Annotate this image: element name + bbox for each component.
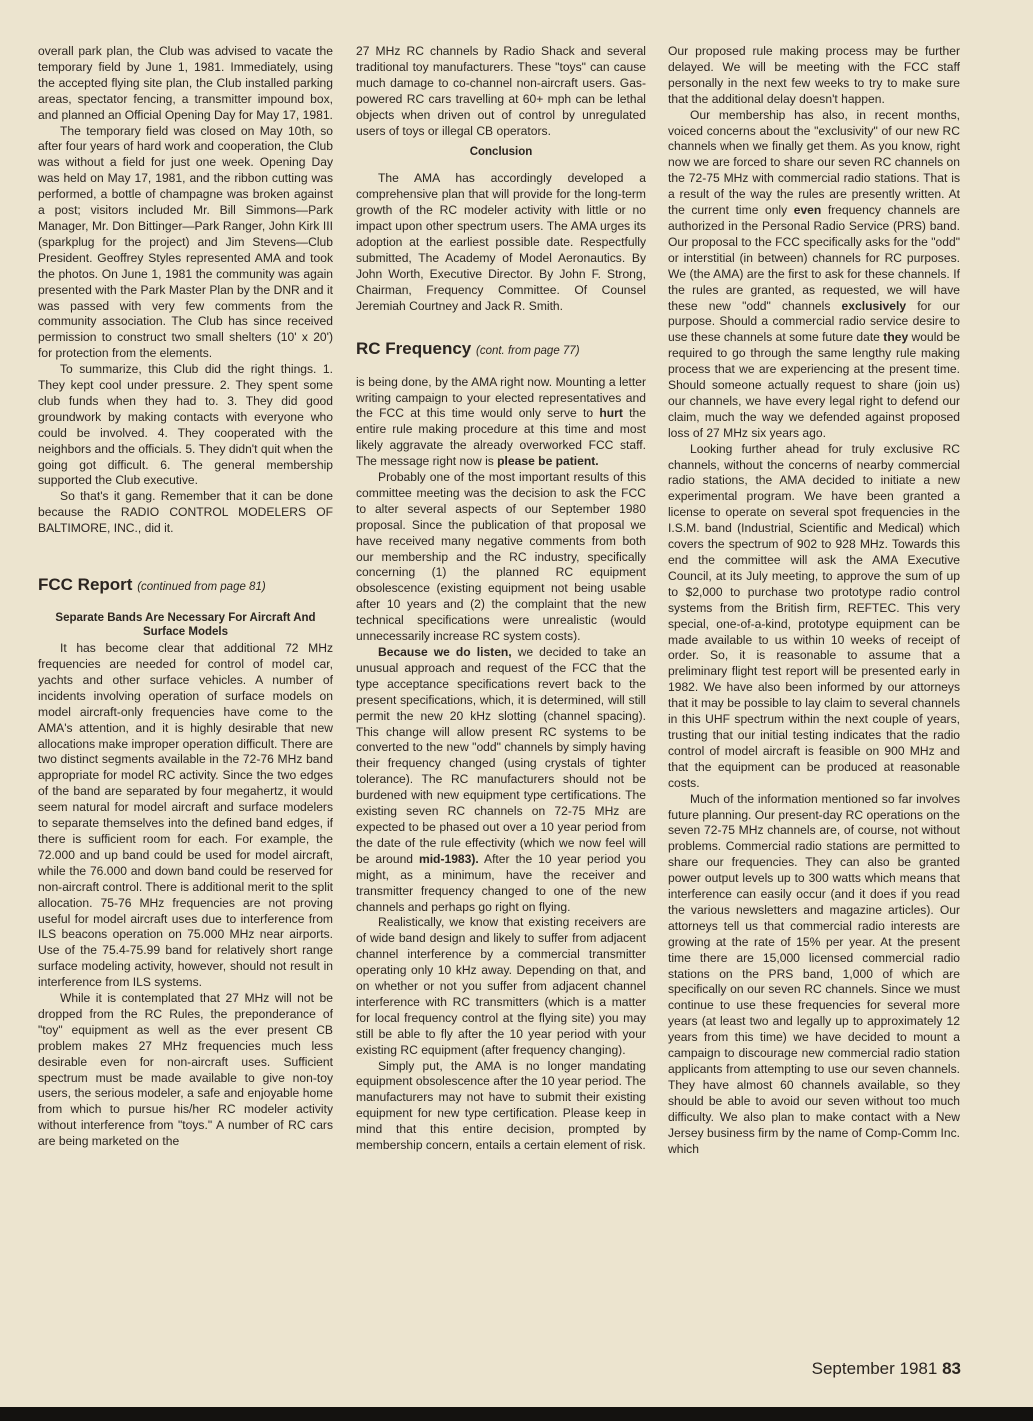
text-run: Our membership has also, in recent months, voiced concerns about the "exclusivity" of our new RC channels when we finally get them. As you know, right now we are forced to share our seven RC channels on the 72-75 MHz with commercial radio stations. That is a result of the way the rules are presently written. At the current time only (668, 107, 960, 218)
heading-title: RC Frequency (356, 338, 472, 358)
paragraph (668, 108, 960, 442)
text-run: we decided to take an unusual approach and request of the FCC that the type acceptance specifications revert back to the present specifications, which, it is determined, will still permit the new 20 kHz slotting (channel spacing). This change will allow present RC systems to be converted to the new "odd" channels by simply having their frequency changed (using crystals of tighter tolerance). The RC manufacturers should not be burdened with new equipment type certifications. The existing seven RC channels on 72-75 MHz are expected to be phased out over a 10 year period from the date of the rule effectivity (which we now feel will be around (356, 645, 646, 866)
text-run: It has become clear that additional 72 MHz frequencies are needed for control of model car, yachts and other surface vehicles. A number of incidents involving operation of surface models on model aircraft-only frequencies have come to the AMA's attention, and it is highly desirable that new allocations make improper operation difficult. There are two distinct segments available in the 72-76 MHz band appropriate for model RC activity. Since the two edges of the band are separated by four megahertz, it would seem natural for model aircraft and surface modelers to separate themselves into the defined band edges, if there is sufficient room for each. For example, the 72.000 and up band could be used for model aircraft, while the 76.000 and down band could be reserved for non-aircraft control. There is additional merit to the split allocation. 75-76 MHz frequencies are not proving useful for model aircraft uses due to interference from ILS beacons operation on 75.000 MHz near airports. Use of the 75.4-75.99 band for relatively short range surface modeling activity, however, should not result in interference from ILS systems. (38, 641, 333, 990)
text-run: Realistically, we know that existing receivers are of wide band design and likely to suffer from adjacent channel interference by a commercial transmitter operating only 10 kHz away. Depending on that, and on whether or not you suffer from adjacent channel interference with RC transmitters (which is a matter for local frequency control at the flying site) you may still be able to fly after the 10 year period with your existing RC equipment (after frequency changing). (356, 915, 646, 1057)
page-footer (812, 1359, 961, 1379)
text-run: would be required to go through the same lengthy rule making process that we are experiencing at the present time. Should someone actually request to share (join us) our channels, we have every legal right to defend our claim, much the way we defended against proposed loss of 27 MHz six years ago. (668, 330, 960, 440)
paragraph (38, 124, 333, 363)
section-heading-fcc-report (38, 575, 333, 597)
text-run: is being done, by the AMA right now. Mounting a letter writing campaign to your elected representatives and the FCC at this time would only serve to (356, 374, 646, 421)
subheading-conclusion: Conclusion (469, 146, 533, 159)
article-body (356, 375, 646, 1154)
text-run: While it is contemplated that 27 MHz will not be dropped from the RC Rules, the preponderance of "toy" equipment as well as the ever present CB problem makes 27 MHz frequencies much less desirable even for non-aircraft uses. Sufficient spectrum must be made available to give non-toy users, the serious modeler, a safe and enjoyable home from which to pursue his/her RC modeler activity without interference from "toys." A number of RC cars are being marketed on the (38, 991, 333, 1149)
paragraph (668, 442, 960, 792)
paragraph (356, 645, 646, 915)
paragraph (668, 44, 960, 108)
article-body (356, 44, 646, 139)
column-1 (38, 44, 333, 1150)
text-run: for our purpose. Should a commercial radio service desire to use these channels at some future date (668, 298, 960, 345)
text-run: Probably one of the most important results of this committee meeting was the decision to ask the FCC to alter several aspects of our September 1980 proposal. Since the publication of that proposal we have received many negative comments from both our membership and the RC industry, specifically concerning (1) the planned RC equipment obsolescence (existing equipment not being usable after 10 years and (2) the complaint that the new technical specifications were unrealistic (would unnecessarily increase RC system costs). (356, 470, 646, 644)
scan-edge (0, 1407, 1033, 1421)
text-run: Much of the information mentioned so far involves future planning. Our present-day RC operations on the seven 72-75 MHz channels are, of course, not without problems. Commercial radio stations are permitted to share our frequencies. They can also be granted power output levels up to 300 watts which means that interference can easily occur (and it does if you read the various newsletters and magazine articles). Our attorneys tell us that commercial radio interests are growing at the rate of 15% per year. At the present time there are 15,000 licensed commercial radio stations on the PRS band, 1,000 of which are specifically on our seven RC channels. Since we must continue to use these frequencies for several more years (at least two and legally up to approximately 12 years from this time) we have decided to mount a campaign to discourage new commercial radio station applicants from attempting to use our seven channels. They have almost 60 channels available, so they should be able to avoid our seven without too much difficulty. We also plan to make contact with a New Jersey business firm by the name of Comp-Comm Inc. which (668, 791, 960, 1156)
paragraph (356, 375, 646, 470)
article-body (38, 44, 333, 537)
paragraph (38, 489, 333, 537)
text-run: overall park plan, the Club was advised to vacate the temporary field by June 1, 1981. Immediately, using the accepted flying site plan, the Club installed parking areas, spectator fencing, a transmitter impound box, and planned an Official Opening Day for May 17, 1981. (38, 44, 333, 122)
text-run: The temporary field was closed on May 10th, so after four years of hard work and cooperation, the Club was without a field for just one week. Opening Day was held on May 17, 1981, and the ribbon cutting was performed, a bottle of champagne was broken against a post; visitors included Mr. Bill Simmons—Park Manager, Mr. Don Bittinger—Park Ranger, John Kirk III (sparkplug for the project) and Jim Stevens—Club President. Geoffrey Styles represented AMA and took the photos. On June 1, 1981 the community was again presented with the Park Master Plan by the DNR and it was passed with very few comments from the community association. The Club has since received permission to construct two small shelters (10' x 20') for protection from the elements. (38, 123, 333, 361)
paragraph (38, 991, 333, 1150)
text-run: So that's it gang. Remember that it can be done because the RADIO CONTROL MODELERS OF BALTIMORE, INC., did it. (38, 489, 333, 536)
paragraph (356, 1059, 646, 1154)
section-heading-rc-frequency (356, 339, 646, 361)
paragraph (38, 641, 333, 991)
text-run: Looking further ahead for truly exclusive RC channels, without the concerns of nearby commercial radio stations, the AMA decided to initiate a new experimental program. We have been granted a license to operate on several spot frequencies in the I.S.M. band (Industrial, Scientific and Medical) which covers the spectrum of 902 to 928 MHz. Towards this end the committee will ask the AMA Executive Council, at its July meeting, to approve the sum of up to $2,000 to purchase two prototype radio control systems from the British firm, REFTEC. This very special, one-of-a-kind, prototype equipment can be made available to us within 10 weeks of receipt of order. So, it is reasonable to assume that a preliminary flight test report will be presented early in 1982. We have also been informed by our attorneys that it may be possible to lay claim to several channels in this UHF spectrum within the next couple of years, trusting that our initial testing indicates that the radio control of model aircraft is feasible on 900 MHz and that the equipment can be produced at reasonable costs. (668, 441, 960, 790)
emphasis-text: hurt (599, 406, 623, 421)
text-run: To summarize, this Club did the right things. 1. They kept cool under pressure. 2. They spent some club funds when they had to. 3. They did good groundwork by making contacts with everyone who could be involved. 4. They cooperated with the neighbors and the officials. 5. They didn't quit when the going got difficult. 6. The general membership supported the Club executive. (38, 362, 333, 488)
emphasis-text: even (793, 203, 822, 218)
paragraph (356, 171, 646, 314)
text-run: frequency channels are authorized in the Personal Radio Service (PRS) band. Our proposal to the FCC specifically asks for the "odd" or interstitial (in between) channels for RC purposes. We (the AMA) are the first to ask for these channels. If the rules are granted, as requested, we will have these new "odd" channels (668, 203, 960, 313)
paragraph (356, 470, 646, 645)
text-run: the entire rule making procedure at this time and most likely aggravate the already overworked FCC staff. The message right now is (356, 406, 646, 469)
column-3 (668, 44, 960, 1157)
article-body (38, 641, 333, 1150)
continued-note: (continued from page 81) (137, 581, 266, 594)
column-2 (356, 44, 646, 1154)
paragraph (668, 792, 960, 1158)
issue-date: September 1981 (811, 1359, 938, 1378)
text-run: The AMA has accordingly developed a comprehensive plan that will provide for the long-term growth of the RC modeler activity with little or no impact upon other spectrum users. The AMA urges its adoption at the earliest possible date. Respectfully submitted, The Academy of Model Aeronautics. By John Worth, Executive Director. By John F. Strong, Chairman, Frequency Committee. Of Counsel Jeremiah Courtney and Jack R. Smith. (356, 171, 646, 313)
emphasis-text: mid-1983). (418, 851, 479, 866)
continued-note: (cont. from page 77) (475, 344, 580, 357)
heading-title: FCC Report (38, 575, 133, 595)
subheading: Separate Bands Are Necessary For Aircraft And Surface Models (55, 612, 316, 639)
article-body (356, 171, 646, 314)
emphasis-text: exclusively (841, 298, 907, 313)
text-run: After the 10 year period you might, as a minimum, have the receiver and transmitter frequency changed to one of the new channels and perhaps go right on flying. (356, 851, 646, 914)
emphasis-text: please be patient. (497, 454, 599, 469)
emphasis-text: Because we do listen, (378, 645, 512, 659)
paragraph (38, 362, 333, 489)
paragraph (356, 44, 646, 139)
text-run: 27 MHz RC channels by Radio Shack and several traditional toy manufacturers. These "toys" can cause much damage to co-channel non-aircraft users. Gas-powered RC cars travelling at 60+ mph can be lethal objects when driven out of control by unregulated users of toys or illegal CB operators. (356, 44, 646, 138)
article-body (668, 44, 960, 1157)
paragraph (38, 44, 333, 124)
emphasis-text: they (883, 330, 909, 345)
page-number: 83 (942, 1359, 961, 1378)
text-run: Our proposed rule making process may be further delayed. We will be meeting with the FCC staff personally in the next few weeks to try to make sure that the additional delay doesn't happen. (668, 44, 960, 106)
text-run: Simply put, the AMA is no longer mandating equipment obsolescence after the 10 year period. The manufacturers may not have to submit their existing equipment for new type certification. Please keep in mind that this entire decision, prompted by membership concern, entails a certain element of risk. (356, 1058, 646, 1153)
paragraph (356, 915, 646, 1058)
